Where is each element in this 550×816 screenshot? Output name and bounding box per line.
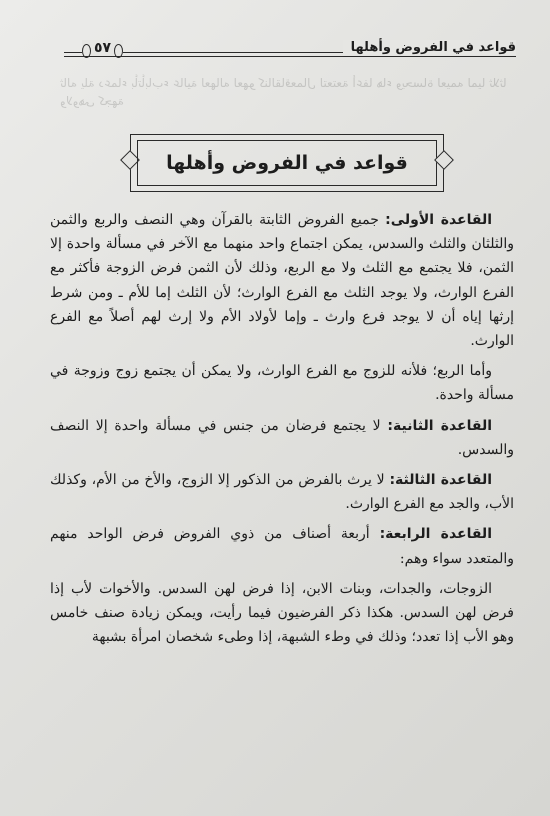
paragraph-text: أربعة أصناف من ذوي الفروض فرض الواحد منهم والمتعدد سواء وهم: — [50, 526, 514, 567]
paragraph-rule-3 — [50, 468, 514, 516]
body-text — [50, 208, 514, 655]
paragraph-rule-1 — [50, 208, 514, 353]
rule-label: القاعدة الثانية: — [387, 417, 493, 434]
rule-label: القاعدة الثالثة: — [389, 472, 493, 489]
running-title: قواعد في الفروض وأهلها — [343, 40, 516, 55]
paragraph-text: جميع الفروض الثابتة بالقرآن وهي النصف والربع والثمن والثلثان والثلث والسدس، يمكن اجتماع واحد منهما مع الآخر في مسألة واحدة إلا الثمن، فلا يجتمع مع الثلث ولا مع الربع، وذلك لأن الثمن فرض الزوجة فأكثر مع الفرع الوارث، ولا يوجد الثلث مع الفرع الوارث؛ لأن الثلث إما للأم ـ ومن شرط إرثها إياه أن لا يوجد فرع وارث ـ وإما لأولاد الأم ولا إرث لهم أصلاً مع الفرع الوارث. — [50, 212, 514, 350]
rule-label: القاعدة الأولى: — [385, 212, 493, 228]
paragraph-rule-2 — [50, 414, 514, 462]
paragraph-text: وأما الربع؛ فلأنه للزوج مع الفرع الوارث، ولا يمكن أن يجتمع زوج وزوجة في مسألة واحدة. — [50, 363, 514, 404]
bleed-through-text: ثاله يلة دعماء بأتأبابء عالية لعهاله لعهو كنالقاقعمال لتعتعة أعفا هاء ويحساة لعيمه لميا ثلاثا ولاوهى كجهة — [60, 76, 507, 108]
paragraph-rub — [50, 359, 514, 407]
header-rule-thin — [64, 56, 516, 57]
running-header — [64, 40, 516, 66]
paragraph-rule-4 — [50, 522, 514, 570]
section-title-frame — [130, 134, 444, 192]
section-title-inner-frame — [137, 140, 437, 186]
section-title: قواعد في الفروض وأهلها — [166, 152, 408, 174]
page-number: ٥٧ — [82, 40, 123, 56]
paragraph-text: لا يجتمع فرضان من جنس في مسألة واحدة إلا النصف والسدس. — [50, 417, 514, 458]
paragraph-text: الزوجات، والجدات، وبنات الابن، إذا فرض لهن السدس. والأخوات لأب إذا فرض لهن السدس. هكذا ذكر الفرضيون فيما رأيت، ويمكن زيادة صنف خامس وهو الأب إذا تعدد؛ وذلك في وطء الشبهة، إذا وطىء شخصان امرأة بشبهة — [50, 580, 514, 646]
paragraph-categories — [50, 577, 514, 650]
rule-label: القاعدة الرابعة: — [379, 526, 492, 543]
paragraph-text: لا يرث بالفرض من الذكور إلا الزوج، والأخ من الأم، وكذلك الأب، والجد مع الفرع الوارث. — [50, 472, 514, 513]
